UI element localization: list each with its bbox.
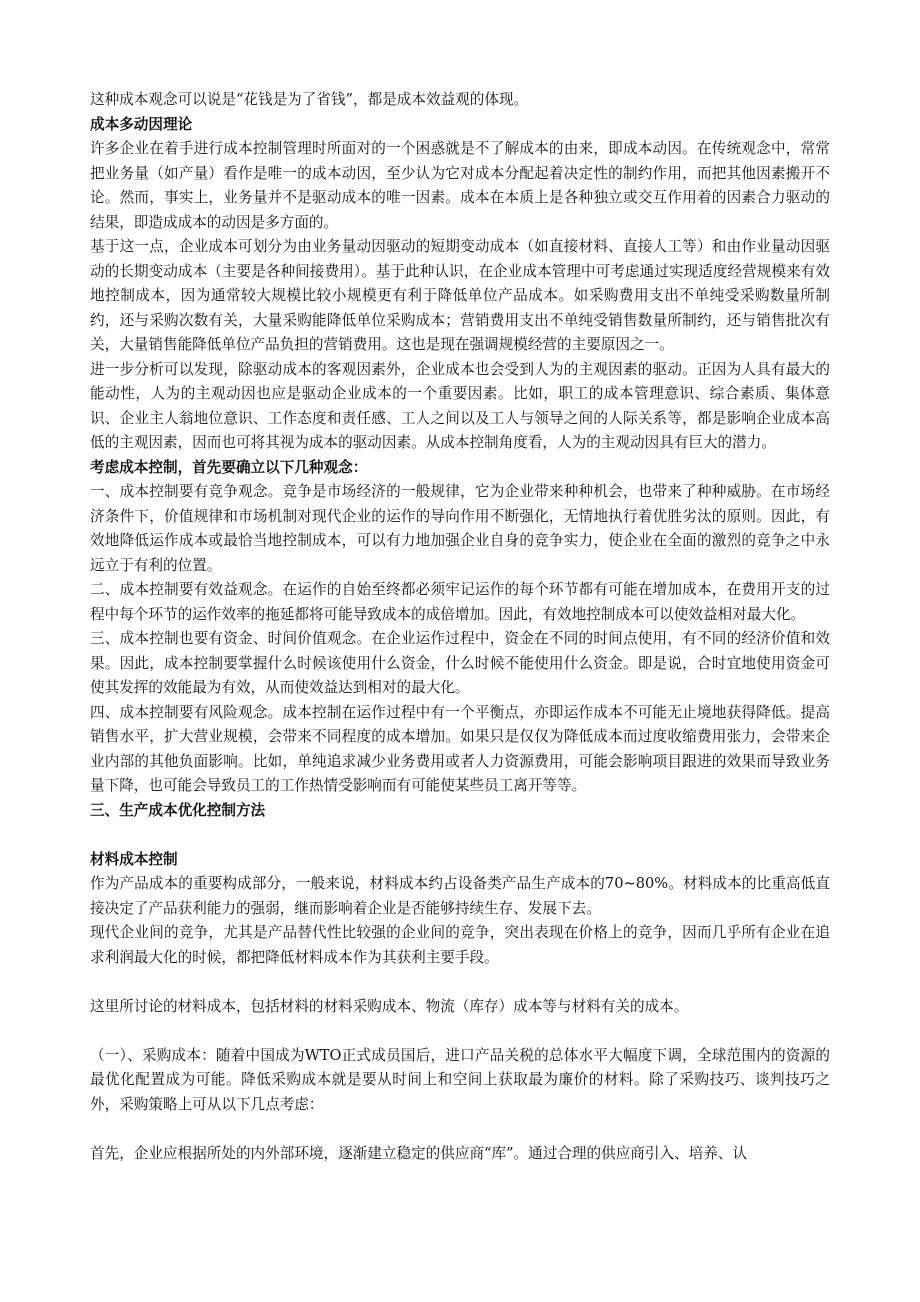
blank-line (90, 1117, 830, 1142)
blank-line (90, 970, 830, 995)
paragraph-procurement-cost: （一）、采购成本：随着中国成为WTO正式成员国后，进口产品关税的总体水平大幅度下调，全球范围内的资源的最优化配置成为可能。降低采购成本就是要从时间上和空间上获取最为廉价的材料。除了采购技巧、谈判技巧之外，采购策略上可从以下几点考虑： (90, 1046, 830, 1113)
paragraph-material-scope: 这里所讨论的材料成本，包括材料的材料采购成本、物流（库存）成本等与材料有关的成本。 (90, 997, 689, 1015)
heading-section-three: 三、生产成本优化控制方法 (90, 801, 266, 819)
paragraph-time-value: 三、成本控制也要有资金、时间价值观念。在企业运作过程中，资金在不同的时间点使用，有不同的经济价值和效果。因此，成本控制要掌握什么时候该使用什么资金，什么时候不能使用什么资金。即是说，合时宜地使用资金可使其发挥的效能最为有效，从而使效益达到相对的最大化。 (90, 630, 830, 696)
document-page (90, 88, 830, 1166)
paragraph-scale: 基于这一点，企业成本可划分为由业务量动因驱动的短期变动成本（如直接材料、直接人工等）和由作业量动因驱动的长期变动成本（主要是各种间接费用）。基于此种认识，在企业成本管理中可考虑通过实现适度经营规模来有效地控制成本，因为通常较大规模比较小规模更有利于降低单位产品成本。如采购费用支出不单纯受采购数量所制约，还与采购次数有关，大量采购能降低单位采购成本；营销费用支出不单纯受销售数量所制约，还与销售批次有关，大量销售能降低单位产品负担的营销费用。这也是现在强调规模经营的主要原因之一。 (90, 238, 830, 353)
heading-multi-driver-theory: 成本多动因理论 (90, 115, 193, 133)
paragraph-material-share: 作为产品成本的重要构成部分，一般来说，材料成本约占设备类产品生产成本的70~80%。材料成本的比重高低直接决定了产品获利能力的强弱，继而影响着企业是否能够持续生存、发展下去。 (90, 875, 830, 917)
paragraph-competition-price: 现代企业间的竞争，尤其是产品替代性比较强的企业间的竞争，突出表现在价格上的竞争，因而几乎所有企业在追求利润最大化的时候，都把降低材料成本作为其获利主要手段。 (90, 924, 830, 966)
blank-line (90, 823, 830, 848)
paragraph-intro: 这种成本观念可以说是“花钱是为了省钱”，都是成本效益观的体现。 (90, 91, 529, 108)
paragraph-subjective-factors: 进一步分析可以发现，除驱动成本的客观因素外，企业成本也会受到人为的主观因素的驱动。正因为人具有最大的能动性，人为的主观动因也应是驱动企业成本的一个重要因素。比如，职工的成本管理意识、综合素质、集体意识、企业主人翁地位意识、工作态度和责任感、工人之间以及工人与领导之间的人际关系等，都是影响企业成本高低的主观因素，因而也可将其视为成本的驱动因素。从成本控制角度看，人为的主观动因具有巨大的潜力。 (90, 360, 830, 451)
heading-material-cost: 材料成本控制 (90, 850, 178, 868)
paragraph-supplier-library: 首先，企业应根据所处的内外部环境，逐渐建立稳定的供应商“库”。通过合理的供应商引入、培养、认 (90, 1144, 748, 1162)
paragraph-risk: 四、成本控制要有风险观念。成本控制在运作过程中有一个平衡点，亦即运作成本不可能无止境地获得降低。提高销售水平，扩大营业规模，会带来不同程度的成本增加。如果只是仅仅为降低成本而过度收缩费用张力，会带来企业内部的其他负面影响。比如，单纯追求减少业务费用或者人力资源费用，可能会影响项目跟进的效果而导致业务量下降，也可能会导致员工的工作热情受影响而有可能使某些员工离开等等。 (90, 703, 830, 794)
paragraph-competition: 一、成本控制要有竞争观念。竞争是市场经济的一般规律，它为企业带来种种机会，也带来了种种威胁。在市场经济条件下，价值规律和市场机制对现代企业的运作的导向作用不断强化，无情地执行着优胜劣汰的原则。因此，有效地降低运作成本或最恰当地控制成本，可以有力地加强企业自身的竞争实力，使企业在全面的激烈的竞争之中永远立于有利的位置。 (90, 483, 830, 574)
paragraph-cost-driver: 许多企业在着手进行成本控制管理时所面对的一个困惑就是不了解成本的由来，即成本动因。在传统观念中，常常把业务量（如产量）看作是唯一的成本动因，至少认为它对成本分配起着决定性的制约作用，而把其他因素搬开不论。然而，事实上，业务量并不是驱动成本的唯一因素。成本在本质上是各种独立或交互作用着的因素合力驱动的结果，即造成成本的动因是多方面的。 (90, 140, 830, 231)
heading-concepts: 考虑成本控制，首先要确立以下几种观念： (90, 458, 368, 476)
blank-line (90, 1019, 830, 1044)
paragraph-efficiency: 二、成本控制要有效益观念。在运作的自始至终都必须牢记运作的每个环节都有可能在增加成本，在费用开支的过程中每个环节的运作效率的拖延都将可能导致成本的成倍增加。因此，有效地控制成本可以使效益相对最大化。 (90, 581, 830, 623)
